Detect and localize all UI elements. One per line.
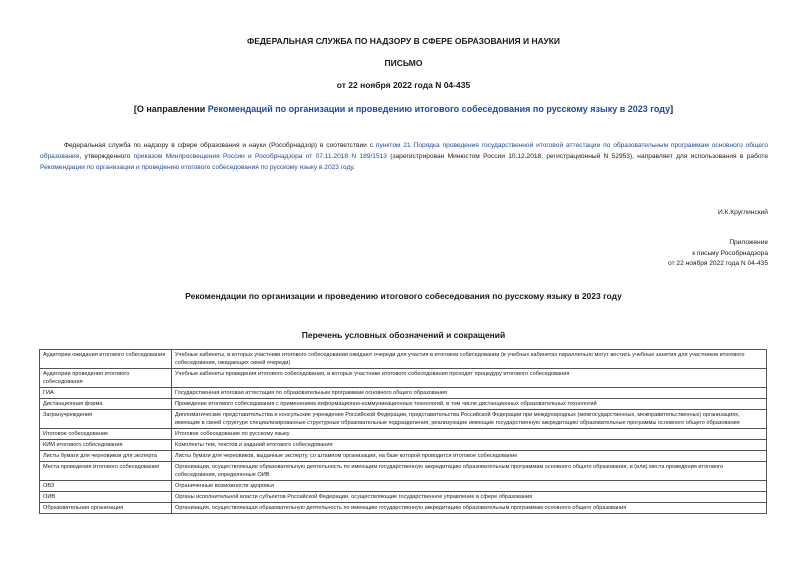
- term-cell: КИМ итогового собеседования: [40, 440, 172, 451]
- definition-cell: Организация, осуществляющая образовательную деятельность по имеющим государственную аккредитацию образовательным программам основного общего образования: [172, 503, 767, 514]
- term-cell: Листы бумаги для черновиков для эксперта: [40, 451, 172, 462]
- term-cell: ОВЗ: [40, 481, 172, 492]
- table-row: [40, 429, 767, 440]
- recommendations-link[interactable]: Рекомендации по организации и проведению итогового собеседования по русскому языку в 2023 году: [40, 164, 354, 171]
- appendix-note: [668, 238, 768, 270]
- document-type: ПИСЬМО: [384, 58, 423, 68]
- table-row: [40, 492, 767, 503]
- term-cell: Образовательная организация: [40, 503, 172, 514]
- definition-cell: Государственная итоговая аттестация по образовательным программам основного общего образования: [172, 388, 767, 399]
- definition-cell: Итоговое собеседование по русскому языку: [172, 429, 767, 440]
- signature: И.К.Круглинский: [718, 209, 768, 216]
- definition-cell: Ограниченные возможности здоровья: [172, 481, 767, 492]
- letter-body: [40, 140, 768, 173]
- document-date: от 22 ноября 2022 года N 04-435: [336, 80, 471, 90]
- term-cell: Загранучреждения: [40, 410, 172, 429]
- term-cell: Аудитории проведения итогового собеседования: [40, 369, 172, 388]
- term-cell: ОИВ: [40, 492, 172, 503]
- subject-suffix: ]: [670, 104, 674, 114]
- order-link[interactable]: приказом Минпросвещения России и Рособрнадзора от 07.11.2018 N 189/1513: [133, 153, 387, 160]
- definition-cell: Учебные кабинеты проведения итогового собеседования, в которых участники итогового собеседования проходят процедуру итогового собеседования: [172, 369, 767, 388]
- term-cell: Итоговое собеседование: [40, 429, 172, 440]
- term-cell: Аудитории ожидания итогового собеседования: [40, 350, 172, 369]
- term-cell: ГИА: [40, 388, 172, 399]
- recommendations-title: Рекомендации по организации и проведению итогового собеседования по русскому языку в 2023 году: [185, 291, 622, 301]
- term-cell: Места проведения итогового собеседования: [40, 462, 172, 481]
- definition-cell: Организации, осуществляющие образовательную деятельность по имеющим государственную аккредитацию образовательным программам основного общего образования, и (или) места проведения итогового собеседования, определенные ОИВ: [172, 462, 767, 481]
- body-text-1: Федеральная служба по надзору в сфере образования и науки (Рособрнадзор) в соответствии с: [64, 142, 376, 149]
- body-text-4: .: [353, 164, 355, 171]
- table-row: [40, 462, 767, 481]
- table-row: [40, 440, 767, 451]
- table-row: [40, 481, 767, 492]
- definition-cell: Органы исполнительной власти субъектов Российской Федерации, осуществляющие государственное управление в сфере образования: [172, 492, 767, 503]
- procedure-link[interactable]: пунктом 21 Порядка проведения государственной итоговой аттестации по образовательным программам основного общего образования: [40, 142, 768, 160]
- definition-cell: Листы бумаги для черновиков, выданные эксперту, со штампом организации, на базе которой проводится итоговое собеседование: [172, 451, 767, 462]
- subject-link[interactable]: Рекомендаций по организации и проведению итогового собеседования по русскому языку в 2023 году: [207, 104, 671, 114]
- table-row: [40, 388, 767, 399]
- abbreviations-title: Перечень условных обозначений и сокращений: [301, 330, 506, 340]
- appendix-line-3: от 22 ноября 2022 года N 04-435: [668, 260, 768, 267]
- body-text-3: (зарегистрирован Минюстом России 10.12.2018, регистрационный N 52953), направляет для использования в работе: [386, 153, 768, 160]
- appendix-line-2: к письму Рособрнадзора: [692, 249, 768, 257]
- appendix-line-1: Приложение: [729, 239, 768, 246]
- table-row: [40, 369, 767, 388]
- abbreviations-table: [39, 349, 767, 514]
- definition-cell: Проведение итогового собеседования с применением информационно-коммуникационных технологий, в том числе дистанционных образовательных технологий: [172, 399, 767, 410]
- table-row: [40, 451, 767, 462]
- subject-prefix: [О направлении: [133, 104, 208, 114]
- definition-cell: Дипломатические представительства и консульские учреждения Российской Федерации, представительства Российской Федерации при международных (межгосударственных, межправительственных) организациях, имеющие в своей структуре специализированные структурные образовательные подразделения, реализующие имеющие государственную аккредитацию образовательные программы основного общего образования: [172, 410, 767, 429]
- definition-cell: Учебные кабинеты, в которых участники итогового собеседования ожидают очереди для участия в итоговом собеседовании (в учебных кабинетах параллельно могут вестись учебные занятия для участников итогового собеседования, ожидающих своей очереди): [172, 350, 767, 369]
- agency-name: ФЕДЕРАЛЬНАЯ СЛУЖБА ПО НАДЗОРУ В СФЕРЕ ОБРАЗОВАНИЯ И НАУКИ: [246, 36, 561, 46]
- document-subject: [0, 104, 807, 114]
- table-row: [40, 399, 767, 410]
- table-row: [40, 350, 767, 369]
- definition-cell: Комплекты тем, текстов и заданий итогового собеседования: [172, 440, 767, 451]
- table-row: [40, 410, 767, 429]
- term-cell: Дистанционная форма: [40, 399, 172, 410]
- body-text-2: , утвержденного: [79, 153, 134, 160]
- table-row: [40, 503, 767, 514]
